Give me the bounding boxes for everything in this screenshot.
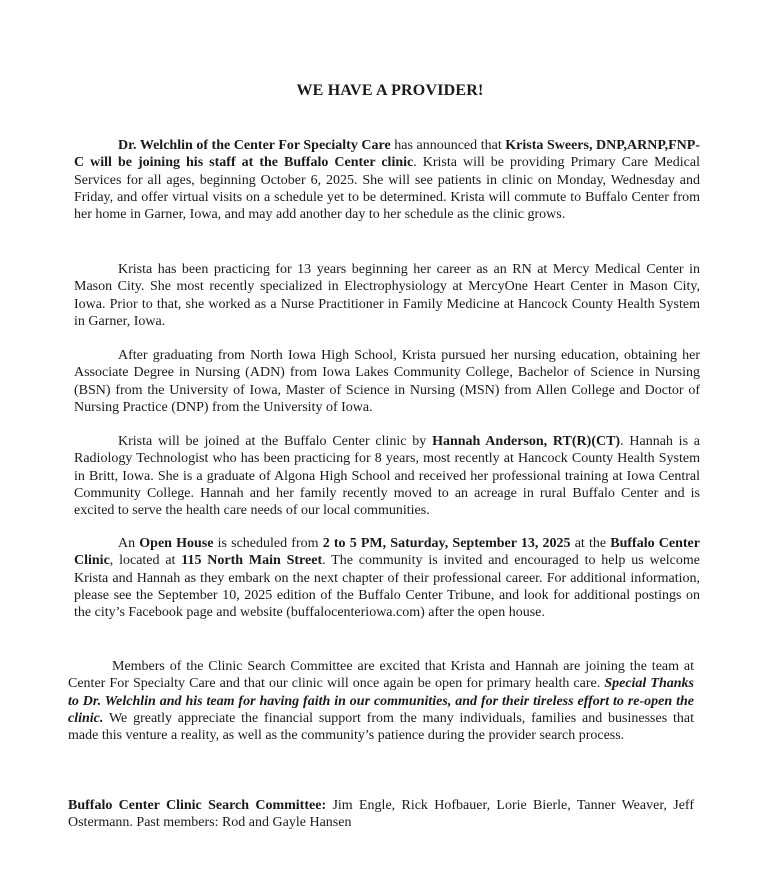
special-thanks: Special Thanks to Dr. Welchlin and his team for having faith in our communities, and for their tireless effort to re-open the clinic. <box>68 676 694 726</box>
hannah-intro: Krista will be joined at the Buffalo Center clinic by <box>118 434 433 449</box>
education-paragraph: After graduating from North Iowa High School, Krista pursued her nursing education, obtaining her Associate Degree in Nursing (ADN) from Iowa Lakes Community College, Bachelor of Science in Nursing (BSN) from the University of Iowa, Master of Science in Nursing (MSN) from Allen College and Doctor of Nursing Practice (DNP) from the University of Iowa. <box>74 348 700 415</box>
open-house-address: 115 North Main Street <box>181 553 323 569</box>
announcement-paragraph <box>74 137 700 223</box>
committee-paragraph <box>68 797 694 832</box>
thanks-intro: Members of the Clinic Search Committee are excited that Krista and Hannah are joining the team at Center For Specialty Care and that our clinic will once again be open for primary health care. <box>68 659 694 692</box>
open-house-datetime: 2 to 5 PM, Saturday, September 13, 2025 <box>322 536 571 551</box>
open-house-text: is scheduled from <box>213 536 323 551</box>
announcement-details: . Krista will be providing Primary Care Medical Services for all ages, beginning October 6, 2025. She will see patients in clinic on Monday, Wednesday and Friday, and offer virtual visits on a schedule yet to be determined. Krista will commute to Buffalo Center from her home in Garner, Iowa, and may add another day to her schedule as the clinic grows. <box>74 155 700 223</box>
committee-label: Buffalo Center Clinic Search Committee: <box>68 798 327 813</box>
page-title: WE HAVE A PROVIDER! <box>296 82 484 99</box>
announcement-lead: Dr. Welchlin of the Center For Specialty Care <box>118 138 391 153</box>
announcement-highlight: Krista Sweers, DNP,ARNP,FNP-C will be joining his staff at the Buffalo Center clinic <box>74 138 700 171</box>
open-house-text: An <box>118 536 140 551</box>
experience-paragraph: Krista has been practicing for 13 years beginning her career as an RN at Mercy Medical Center in Mason City. She most recently specialized in Electrophysiology at MercyOne Heart Center in Mason City, Iowa. Prior to that, she worked as a Nurse Practitioner in Family Medicine at Hancock County Health System in Garner, Iowa. <box>74 262 700 329</box>
thanks-paragraph <box>68 658 694 744</box>
announcement-text: has announced that <box>390 138 506 153</box>
open-house-text: , located at <box>109 553 182 569</box>
open-house-details: . The community is invited and encouraged to help us welcome Krista and Hannah as they embark on the next chapter of their professional career. For additional information, please see the September 10, 2025 edition of the Buffalo Center Tribune, and look for additional postings on the city’s Facebook page and website (buffalocenteriowa.com) after the open house. <box>74 553 700 621</box>
open-house-label: Open House <box>139 536 214 551</box>
committee-members: Jim Engle, Rick Hofbauer, Lorie Bierle, Tanner Weaver, Jeff Ostermann. Past members: Rod and Gayle Hansen <box>68 798 694 831</box>
open-house-venue: Buffalo Center Clinic <box>74 536 700 569</box>
open-house-text: at the <box>570 536 611 551</box>
hannah-paragraph <box>74 433 700 519</box>
hannah-details: . Hannah is a Radiology Technologist who has been practicing for 8 years, most recently at Hancock County Health System in Britt, Iowa. She is a graduate of Algona High School and received her professional training at Iowa Central Community College. Hannah and her family recently moved to an acreage in rural Buffalo Center and is excited to serve the health care needs of our local communities. <box>74 434 700 519</box>
thanks-details: We greatly appreciate the financial support from the many individuals, families and businesses that made this venture a reality, as well as the community’s patience during the provider search process. <box>68 710 694 744</box>
open-house-paragraph <box>74 535 700 621</box>
hannah-name: Hannah Anderson, RT(R)(CT) <box>432 434 621 449</box>
